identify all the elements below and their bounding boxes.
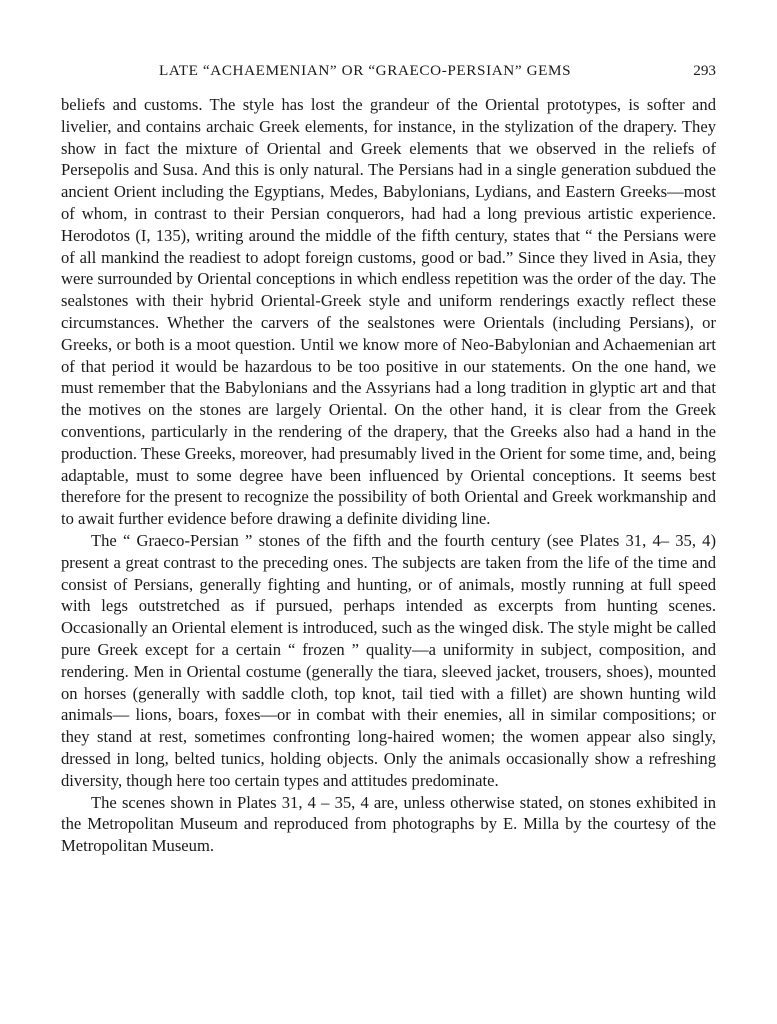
paragraph-plates-note: The scenes shown in Plates 31, 4 – 35, 4 are, unless otherwise stated, on stones exhibited in the Metropolitan Museum and reproduced from photographs by E. Milla by the courtesy of the Metropolitan Museum. [61,792,716,856]
book-page [61,62,716,857]
page-number: 293 [693,62,716,79]
running-title: LATE “ACHAEMENIAN” OR “GRAECO-PERSIAN” GEMS [159,62,572,79]
paragraph-continued: beliefs and customs. The style has lost the grandeur of the Oriental prototypes, is softer and livelier, and contains archaic Greek elements, for instance, in the stylization of the drapery. They show in fact the mixture of Oriental and Greek elements that we observed in the reliefs of Persepolis and Susa. And this is only natural. The Persians had in a single generation subdued the ancient Orient including the Egyptians, Medes, Babylonians, Lydians, and Eastern Greeks—most of whom, in contrast to their Persian conquerors, had had a long previous artistic experience. Herodotos (I, 135), writing around the middle of the fifth century, states that “ the Persians were of all mankind the readiest to adopt foreign customs, good or bad.” Since they lived in Asia, they were surrounded by Oriental conceptions in which endless repetition was the order of the day. The sealstones with their hybrid Oriental-Greek style and uniform renderings exactly reflect these circumstances. Whether the carvers of the sealstones were Orientals (including Persians), or Greeks, or both is a moot question. Until we know more of Neo-Babylonian and Achaemenian art of that period it would be hazardous to be too positive in our statements. On the one hand, we must remember that the Babylonians and the Assyrians had a long tradition in glyptic art and that the motives on the stones are largely Oriental. On the other hand, it is clear from the Greek conventions, particularly in the rendering of the drapery, that the Greeks also had a hand in the production. These Greeks, moreover, had presumably lived in the Orient for some time, and, being adaptable, must to some degree have been influenced by Oriental conceptions. It seems best therefore for the present to recognize the possibility of both Oriental and Greek workmanship and to await further evidence before drawing a definite dividing line. [61,95,716,529]
paragraph-graeco-persian-stones: The “ Graeco-Persian ” stones of the fifth and the fourth century (see Plates 31, 4– 35, 4) present a great contrast to the preceding ones. The subjects are taken from the life of the time and consist of Persians, generally fighting and hunting, or of animals, mostly running at full speed with legs outstretched as if pursued, perhaps intended as excerpts from hunting scenes. Occasionally an Oriental element is introduced, such as the winged disk. The style might be called pure Greek except for a certain “ frozen ” quality—a uniformity in subject, composition, and rendering. Men in Oriental costume (generally the tiara, sleeved jacket, trousers, shoes), mounted on horses (generally with saddle cloth, top knot, tail tied with a fillet) are shown hunting wild animals— lions, boars, foxes—or in combat with their enemies, all in similar compositions; or they stand at rest, sometimes confronting long-haired women; the women appear also singly, dressed in long, belted tunics, holding objects. Only the animals occasionally show a refreshing diversity, though here too certain types and attitudes predominate. [61,530,716,790]
running-head [61,62,716,84]
body-text [61,94,716,857]
